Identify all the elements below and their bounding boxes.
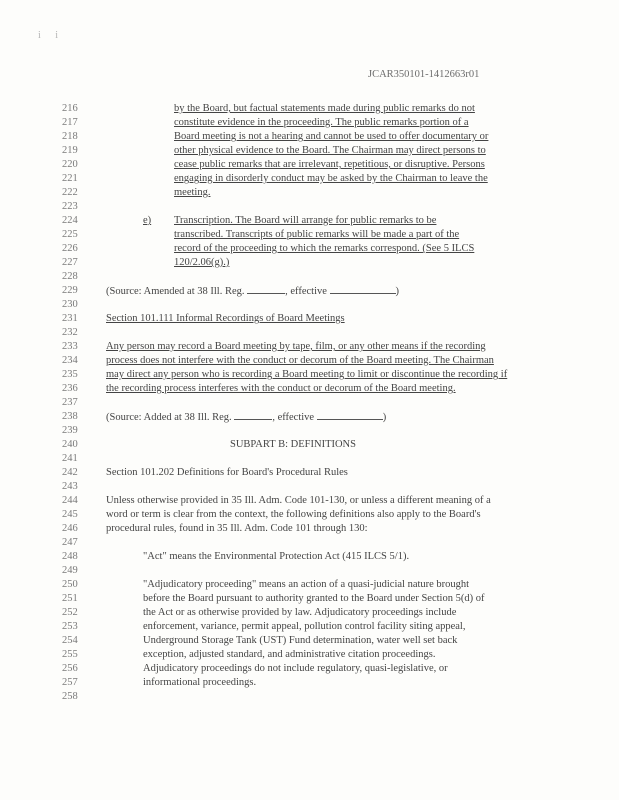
line-number: 246 — [62, 523, 78, 534]
line-number: 239 — [62, 425, 78, 436]
line-number: 228 — [62, 271, 78, 282]
para-e-line-227: 120/2.06(g).) — [174, 257, 230, 268]
line-number: 233 — [62, 341, 78, 352]
para-d-line-217: constitute evidence in the proceeding. The public remarks portion of a — [174, 117, 469, 128]
section-202-line-244: Unless otherwise provided in 35 Ill. Adm. Code 101-130, or unless a different meaning of a — [106, 495, 491, 506]
definition-adjudicatory-line-255: exception, adjusted standard, and administrative citation proceedings. — [143, 649, 436, 660]
definition-adjudicatory-line-250: "Adjudicatory proceeding" means an action of a quasi-judicial nature brought — [143, 579, 470, 590]
effective-date-blank — [317, 410, 383, 420]
definition-adjudicatory-line-253: enforcement, variance, permit appeal, pollution control facility siting appeal, — [143, 621, 466, 632]
source-note-suffix: ) — [395, 286, 400, 297]
line-number: 241 — [62, 453, 78, 464]
line-number: 242 — [62, 467, 78, 478]
para-e-line-224: Transcription. The Board will arrange for public remarks to be — [174, 215, 437, 226]
line-number: 226 — [62, 243, 78, 254]
para-e-line-226: record of the proceeding to which the remarks correspond. (See 5 ILCS — [174, 243, 475, 254]
source-note-middle: , effective — [272, 412, 317, 423]
para-e-label: e) — [143, 215, 152, 226]
line-number: 254 — [62, 635, 78, 646]
line-number: 247 — [62, 537, 78, 548]
section-202-heading: Section 101.202 Definitions for Board's Procedural Rules — [106, 467, 348, 478]
line-number: 225 — [62, 229, 78, 240]
line-number: 222 — [62, 187, 78, 198]
para-e-line-225: transcribed. Transcripts of public remarks will be made a part of the — [174, 229, 460, 240]
definition-adjudicatory-line-257: informational proceedings. — [143, 677, 257, 688]
line-number: 252 — [62, 607, 78, 618]
section-111-line-233: Any person may record a Board meeting by tape, film, or any other means if the recording — [106, 341, 486, 352]
para-d-line-219: other physical evidence to the Board. The Chairman may direct persons to — [174, 145, 486, 156]
line-number: 234 — [62, 355, 78, 366]
effective-date-blank — [330, 284, 396, 294]
register-blank — [247, 284, 285, 294]
line-number: 231 — [62, 313, 78, 324]
line-number: 249 — [62, 565, 78, 576]
line-number: 219 — [62, 145, 78, 156]
line-number: 255 — [62, 649, 78, 660]
line-number: 230 — [62, 299, 78, 310]
para-d-line-222: meeting. — [174, 187, 211, 198]
source-note-middle: , effective — [285, 286, 330, 297]
line-number: 243 — [62, 481, 78, 492]
source-note-added — [106, 410, 386, 425]
definition-adjudicatory-line-251: before the Board pursuant to authority granted to the Board under Section 5(d) of — [143, 593, 485, 604]
line-number: 244 — [62, 495, 78, 506]
line-number: 221 — [62, 173, 78, 184]
source-note-prefix: (Source: Amended at 38 Ill. Reg. — [106, 286, 248, 297]
corner-mark: i i — [38, 30, 65, 41]
definition-adjudicatory-line-256: Adjudicatory proceedings do not include regulatory, quasi-legislative, or — [143, 663, 448, 674]
section-202-line-246: procedural rules, found in 35 Ill. Adm. Code 101 through 130: — [106, 523, 368, 534]
section-111-line-235: may direct any person who is recording a Board meeting to limit or discontinue the recording if — [106, 369, 508, 380]
line-number: 251 — [62, 593, 78, 604]
document-id: JCAR350101-1412663r01 — [368, 69, 480, 80]
definition-adjudicatory-line-252: the Act or as otherwise provided by law. Adjudicatory proceedings include — [143, 607, 457, 618]
line-number: 257 — [62, 677, 78, 688]
source-note-amended — [106, 284, 399, 299]
line-number: 240 — [62, 439, 78, 450]
section-111-line-234: process does not interfere with the conduct or decorum of the Board meeting. The Chairman — [106, 355, 494, 366]
line-number: 232 — [62, 327, 78, 338]
line-number: 229 — [62, 285, 78, 296]
line-number: 238 — [62, 411, 78, 422]
line-number: 258 — [62, 691, 78, 702]
line-number: 236 — [62, 383, 78, 394]
line-number: 217 — [62, 117, 78, 128]
line-number: 235 — [62, 369, 78, 380]
line-number: 237 — [62, 397, 78, 408]
line-number: 248 — [62, 551, 78, 562]
source-note-suffix: ) — [382, 412, 387, 423]
line-number: 250 — [62, 579, 78, 590]
line-number: 218 — [62, 131, 78, 142]
subpart-heading: SUBPART B: DEFINITIONS — [230, 439, 356, 450]
line-number: 224 — [62, 215, 78, 226]
definition-adjudicatory-line-254: Underground Storage Tank (UST) Fund determination, water well set back — [143, 635, 458, 646]
para-d-line-220: cease public remarks that are irrelevant, repetitious, or disruptive. Persons — [174, 159, 485, 170]
line-number: 253 — [62, 621, 78, 632]
register-blank — [234, 410, 272, 420]
line-number: 227 — [62, 257, 78, 268]
section-111-line-236: the recording process interferes with the conduct or decorum of the Board meeting. — [106, 383, 456, 394]
line-number: 245 — [62, 509, 78, 520]
line-number: 220 — [62, 159, 78, 170]
para-d-line-216: by the Board, but factual statements made during public remarks do not — [174, 103, 475, 114]
line-number: 223 — [62, 201, 78, 212]
section-111-heading: Section 101.111 Informal Recordings of Board Meetings — [106, 313, 345, 324]
definition-act: "Act" means the Environmental Protection Act (415 ILCS 5/1). — [143, 551, 410, 562]
para-d-line-221: engaging in disorderly conduct may be asked by the Chairman to leave the — [174, 173, 488, 184]
line-number: 216 — [62, 103, 78, 114]
section-202-line-245: word or term is clear from the context, the following definitions also apply to the Board's — [106, 509, 481, 520]
source-note-prefix: (Source: Added at 38 Ill. Reg. — [106, 412, 235, 423]
line-number: 256 — [62, 663, 78, 674]
para-d-line-218: Board meeting is not a hearing and cannot be used to offer documentary or — [174, 131, 489, 142]
